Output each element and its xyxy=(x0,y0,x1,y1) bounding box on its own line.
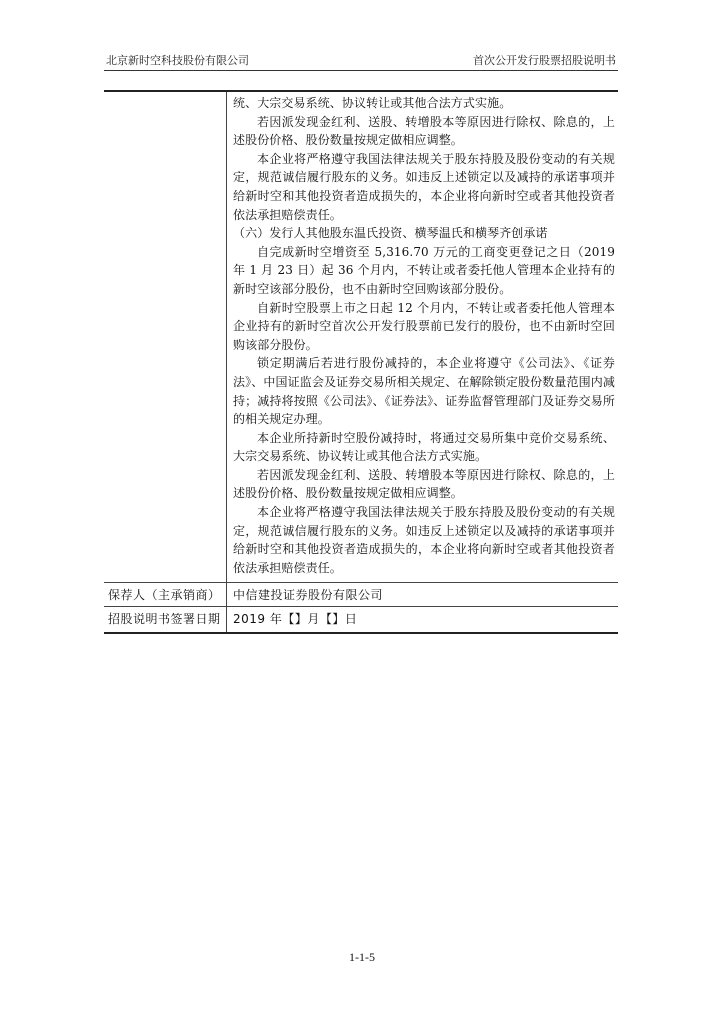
page-number: 1-1-5 xyxy=(349,950,375,964)
row-divider xyxy=(104,582,618,583)
page-header xyxy=(104,50,618,70)
paragraph: 锁定期满后若进行股份减持的，本企业将遵守《公司法》、《证券法》、中国证监会及证券交易所相关规定、在解除锁定股份数量范围内减持；减持将按照《公司法》、《证券法》、证券监督管理部门及证券交易所的相关规定办理。 xyxy=(233,356,615,427)
paragraph: 自完成新时空增资至 5,316.70 万元的工商变更登记之日（2019 年 1 月 23 日）起 36 个月内，不转让或者委托他人管理本企业持有的新时空该部分股份，也不由新时空回购该部分股份。 xyxy=(233,244,615,296)
sponsor-value: 中信建投证券股份有限公司 xyxy=(233,588,384,602)
paragraph: 本企业将严格遵守我国法律法规关于股东持股及股份变动的有关规定，规范诚信履行股东的义务。如违反上述锁定以及减持的承诺事项并给新时空和其他投资者造成损失的，本企业将向新时空或者其他投资者依法承担赔偿责任。 xyxy=(233,151,615,222)
paragraph: 若因派发现金红利、送股、转增股本等原因进行除权、除息的，上述股份价格、股份数量按规定做相应调整。 xyxy=(233,467,615,501)
header-document-title: 首次公开发行股票招股说明书 xyxy=(473,54,616,67)
signing-date-value: 2019 年【】月【】日 xyxy=(233,612,358,626)
paragraph: 自新时空股票上市之日起 12 个月内，不转让或者委托他人管理本企业持有的新时空首次公开发行股票前已发行的股份，也不由新时空回购该部分股份。 xyxy=(233,300,615,352)
info-table xyxy=(104,90,618,634)
sponsor-label: 保荐人（主承销商） xyxy=(108,588,221,602)
paragraph: 本企业将严格遵守我国法律法规关于股东持股及股份变动的有关规定，规范诚信履行股东的义务。如违反上述锁定以及减持的承诺事项并给新时空和其他投资者造成损失的，本企业将向新时空或者其他投资者依法承担赔偿责任。 xyxy=(233,505,615,575)
paragraph: 统、大宗交易系统、协议转让或其他合法方式实施。 xyxy=(233,96,512,110)
column-divider xyxy=(226,92,227,632)
paragraph: 本企业所持新时空股份减持时，将通过交易所集中竞价交易系统、大宗交易系统、协议转让或其他合法方式实施。 xyxy=(233,430,615,464)
commitment-text xyxy=(233,94,615,577)
header-company-name: 北京新时空科技股份有限公司 xyxy=(106,54,249,67)
signing-date-label: 招股说明书签署日期 xyxy=(108,612,221,626)
header-rule xyxy=(104,70,618,71)
paragraph: 若因派发现金红利、送股、转增股本等原因进行除权、除息的，上述股份价格、股份数量按规定做相应调整。 xyxy=(233,114,615,148)
section-heading: （六）发行人其他股东温氏投资、横琴温氏和横琴齐创承诺 xyxy=(233,226,548,241)
row-divider xyxy=(104,606,618,607)
